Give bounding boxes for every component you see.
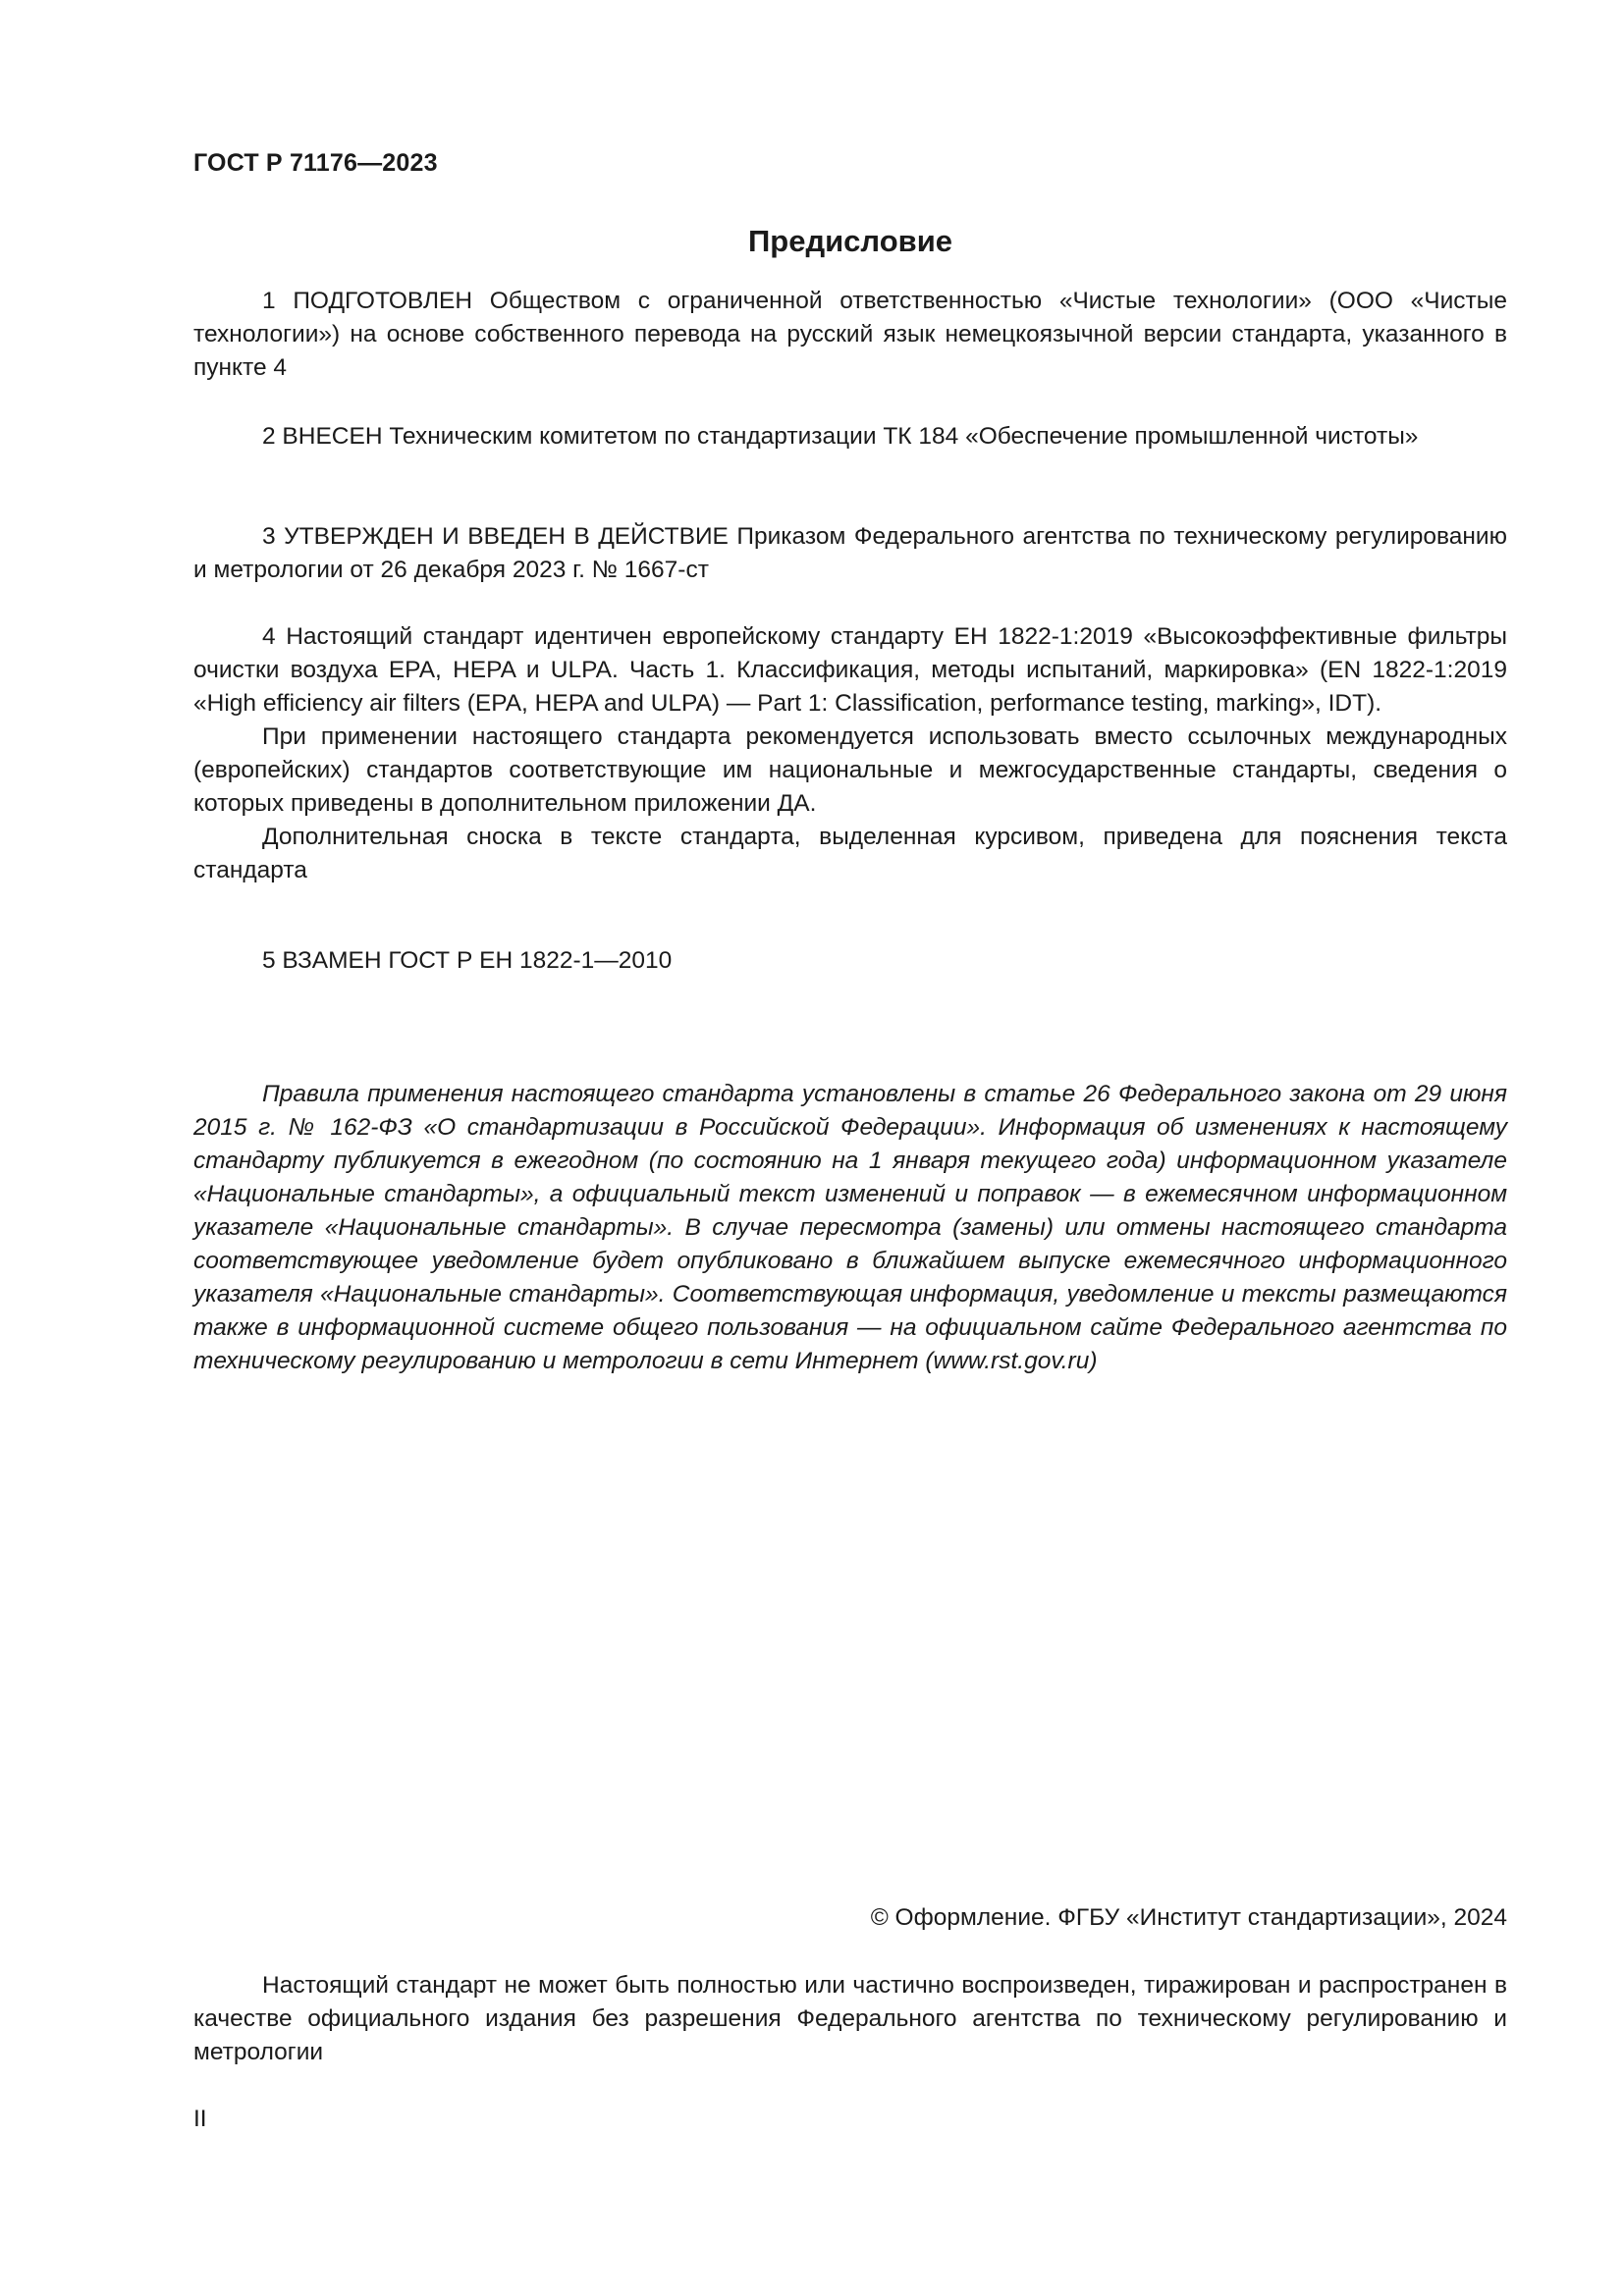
foreword-item-1 [193,285,1507,385]
application-rules-note [193,1078,1507,1378]
foreword-item-4-footnote-note: Дополнительная сноска в тексте стандарта, выделенная курсивом, приведена для пояснения текста стандарта [193,824,1507,883]
page-title: Предисловие [747,224,952,258]
foreword-item-5 [193,944,1507,978]
foreword-item-2-text: 2 ВНЕСЕН Техническим комитетом по стандартизации ТК 184 «Обеспечение промышленной чистоты» [262,423,1419,450]
page-number: II [193,2106,207,2132]
foreword-item-3 [193,520,1507,587]
standard-code-header: ГОСТ Р 71176—2023 [193,149,438,177]
foreword-item-1-text: 1 ПОДГОТОВЛЕН Обществом с ограниченной ответственностью «Чистые технологии» (ООО «Чистые технологии») на основе собственного перевода на русский язык немецкоязычной версии стандарта, указанного в пункте 4 [193,288,1507,381]
foreword-item-3-text: 3 УТВЕРЖДЕН И ВВЕДЕН В ДЕЙСТВИЕ Приказом Федерального агентства по техническому регулированию и метрологии от 26 декабря 2023 г. № 1667-ст [193,523,1507,583]
foreword-item-4 [193,620,1507,887]
foreword-item-2 [193,420,1507,454]
foreword-item-5-text: 5 ВЗАМЕН ГОСТ Р ЕН 1822-1—2010 [262,947,673,974]
foreword-item-4-references-note: При применении настоящего стандарта рекомендуется использовать вместо ссылочных международных (европейских) стандартов соответствующие им национальные и межгосударственные стандарты, сведения о которых приведены в дополнительном приложении ДА. [193,723,1507,817]
reproduction-rights-notice [193,1969,1507,2069]
foreword-item-4-text: 4 Настоящий стандарт идентичен европейскому стандарту ЕН 1822-1:2019 «Высокоэффективные фильтры очистки воздуха EPA, HEPA и ULPA. Часть 1. Классификация, методы испытаний, маркировка» (EN 1822-1:2019 «High efficiency air filters (EPA, HEPA and ULPA) — Part 1: Classification, performance testing, marking», IDT). [193,623,1507,717]
application-rules-text: Правила применения настоящего стандарта установлены в статье 26 Федерального закона от 29 июня 2015 г. № 162-ФЗ «О стандартизации в Российской Федерации». Информация об изменениях к настоящему стандарту публикуется в ежегодном (по состоянию на 1 января текущего года) информационном указателе «Национальные стандарты», а официальный текст изменений и поправок — в ежемесячном информационном указателе «Национальные стандарты». В случае пересмотра (замены) или отмены настоящего стандарта соответствующее уведомление будет опубликовано в ближайшем выпуске ежемесячного информационного указателя «Национальные стандарты». Соответствующая информация, уведомление и тексты размещаются также в информационной системе общего пользования — на официальном сайте Федерального агентства по техническому регулированию и метрологии в сети Интернет (www.rst.gov.ru) [193,1081,1507,1374]
copyright-line: © Оформление. ФГБУ «Институт стандартизации», 2024 [870,1904,1507,1931]
reproduction-rights-text: Настоящий стандарт не может быть полностью или частично воспроизведен, тиражирован и распространен в качестве официального издания без разрешения Федерального агентства по техническому регулированию и метрологии [193,1972,1507,2065]
